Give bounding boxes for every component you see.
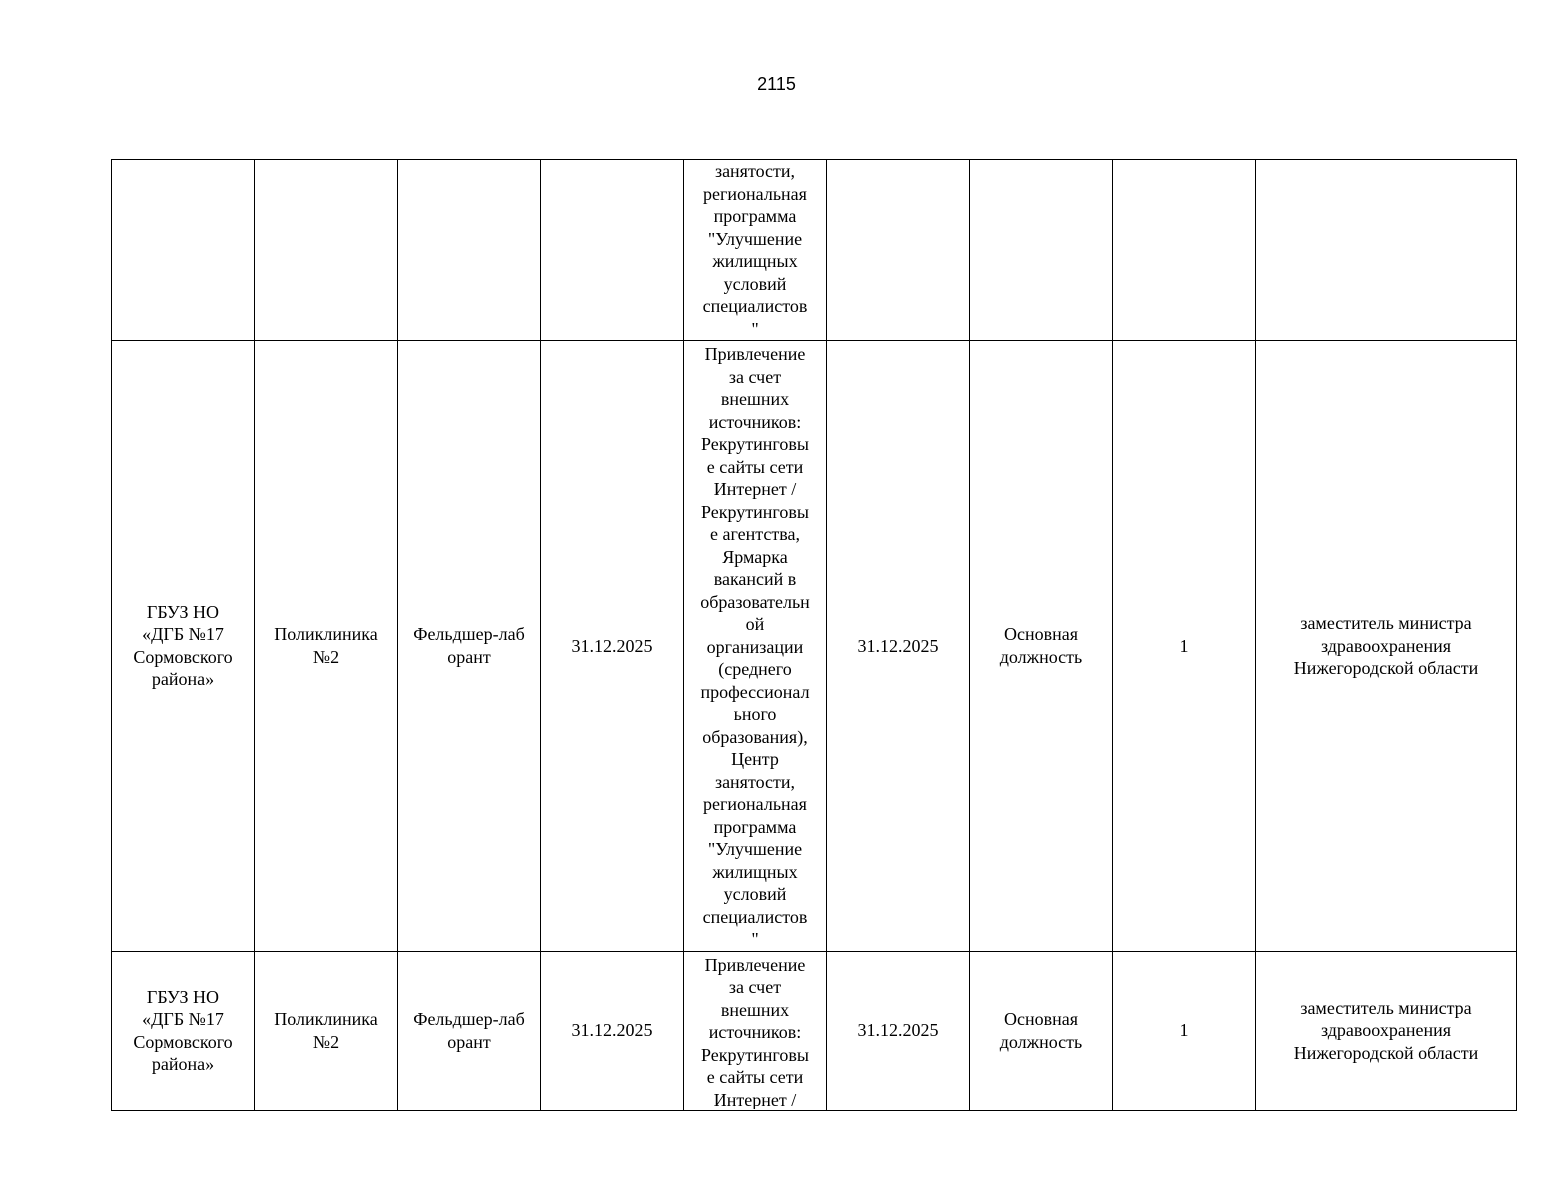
source-line: " <box>751 929 759 949</box>
recruitment-source-cell <box>684 160 827 341</box>
source-line: е агентства, <box>710 524 800 544</box>
position-type-cell <box>970 951 1113 1110</box>
table-row <box>112 341 1517 952</box>
source-line: программа <box>713 206 797 226</box>
source-line: "Улучшение <box>707 839 803 859</box>
position-type-text: Основная должность <box>999 624 1083 667</box>
source-line: Рекрутинговы <box>701 1044 809 1065</box>
organization-cell <box>112 951 255 1110</box>
responsible-person-text: заместитель министра здравоохранения Нижегородской области <box>1293 613 1479 678</box>
source-line: региональная <box>703 794 807 814</box>
deadline-date-cell <box>541 160 684 341</box>
source-line: Центр <box>731 749 779 769</box>
table-row <box>112 951 1517 1110</box>
department-cell <box>255 160 398 341</box>
source-line: образовательн <box>700 591 810 612</box>
department-text: Поликлиника №2 <box>274 624 378 667</box>
deadline-date-cell <box>541 951 684 1110</box>
source-line: внешних <box>720 389 790 409</box>
recruitment-source-cell <box>684 341 827 952</box>
document-table <box>111 159 1517 1111</box>
source-line: жилищных <box>712 251 798 271</box>
table-row <box>112 160 1517 341</box>
source-line: "Улучшение <box>707 228 803 249</box>
source-line: Рекрутинговы <box>701 501 809 522</box>
source-line: Привлечение <box>704 954 806 975</box>
source-line: условий <box>723 884 787 904</box>
organization-text: ГБУЗ НО «ДГБ №17 Сормовского района» <box>133 601 233 690</box>
position-type-cell <box>970 341 1113 952</box>
source-line: Рекрутинговы <box>701 434 809 454</box>
deadline-date-text: 31.12.2025 <box>571 635 653 656</box>
organization-cell <box>112 341 255 952</box>
completion-date-text: 31.12.2025 <box>857 1020 939 1041</box>
page-number: 2115 <box>757 74 796 94</box>
source-line: источников: <box>708 1022 802 1042</box>
source-line: специалистов <box>702 906 808 927</box>
vacancy-count-cell <box>1113 951 1256 1110</box>
source-line: жилищных <box>712 861 798 882</box>
source-line: специалистов <box>702 296 808 316</box>
responsible-person-cell <box>1256 160 1517 341</box>
source-line: вакансий в <box>713 569 797 589</box>
source-line: Ярмарка <box>722 546 788 567</box>
position-cell <box>398 341 541 952</box>
vacancy-count-cell <box>1113 160 1256 341</box>
organization-cell <box>112 160 255 341</box>
source-line: ой <box>745 614 765 634</box>
source-line: Привлечение <box>704 344 806 364</box>
deadline-date-text: 31.12.2025 <box>571 1020 653 1041</box>
vacancy-count-text: 1 <box>1179 1020 1189 1041</box>
position-text: Фельдшер-лаб орант <box>413 1009 525 1052</box>
responsible-person-text: заместитель министра здравоохранения Нижегородской области <box>1293 997 1479 1063</box>
position-type-text: Основная должность <box>999 1009 1083 1052</box>
source-line: внешних <box>720 999 790 1020</box>
source-line: занятости, <box>714 771 796 792</box>
position-cell <box>398 951 541 1110</box>
source-line: Интернет / <box>713 1089 797 1109</box>
completion-date-cell <box>827 951 970 1110</box>
department-text: Поликлиника №2 <box>274 1009 378 1052</box>
source-line: организации <box>706 636 804 657</box>
source-line: е сайты сети <box>706 456 804 477</box>
source-line: образования), <box>702 726 808 747</box>
source-line: программа <box>713 816 797 837</box>
department-cell <box>255 341 398 952</box>
source-line: " <box>751 318 759 339</box>
source-line: региональная <box>703 183 807 204</box>
deadline-date-cell <box>541 341 684 952</box>
position-type-cell <box>970 160 1113 341</box>
source-line: источников: <box>708 411 802 432</box>
source-line: занятости, <box>714 161 796 181</box>
vacancy-count-cell <box>1113 341 1256 952</box>
vacancy-count-text: 1 <box>1179 635 1189 656</box>
source-line: е сайты сети <box>706 1067 804 1087</box>
completion-date-text: 31.12.2025 <box>857 635 939 656</box>
position-text: Фельдшер-лаб орант <box>413 624 525 667</box>
department-cell <box>255 951 398 1110</box>
source-line: за счет <box>728 366 782 387</box>
source-line: условий <box>723 273 787 294</box>
responsible-person-cell <box>1256 951 1517 1110</box>
source-line: ьного <box>733 704 777 724</box>
organization-text: ГБУЗ НО «ДГБ №17 Сормовского района» <box>133 986 233 1074</box>
recruitment-source-cell <box>684 951 827 1110</box>
source-line: за счет <box>728 977 782 997</box>
source-line: Интернет / <box>713 479 797 499</box>
responsible-person-cell <box>1256 341 1517 952</box>
position-cell <box>398 160 541 341</box>
source-line: (среднего <box>718 659 792 679</box>
completion-date-cell <box>827 341 970 952</box>
completion-date-cell <box>827 160 970 341</box>
source-line: профессионал <box>700 681 810 702</box>
